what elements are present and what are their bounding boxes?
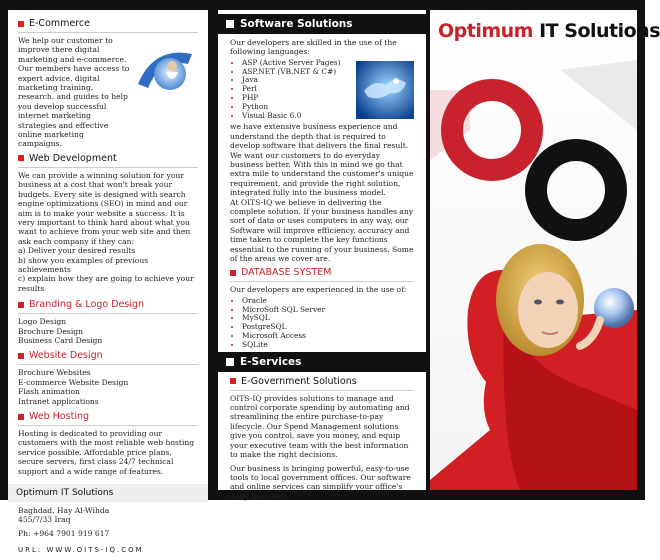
address-line: Baghdad, Hay Al-Wihda — [18, 506, 110, 516]
divider — [18, 313, 198, 314]
brand-dark: IT Solutions — [539, 20, 660, 42]
globe-woman-image — [134, 36, 198, 106]
database-item: • MicroSoft SQL Server — [242, 306, 414, 315]
database-item: • Oracle — [242, 297, 414, 306]
middle-panel — [218, 10, 426, 501]
software-text: At OITS-IQ we believe in delivering the complete solution. If your business handles any sort of data or uses computers in any way, our Software will improve efficiency, accuracy and time taken to complete the key functions essential to the running of your business. Some of the areas we cover are. — [230, 197, 414, 264]
language-item: • Java — [242, 76, 356, 85]
software-intro: Our developers are skilled in the use of the following languages: — [230, 38, 397, 57]
divider — [18, 32, 198, 33]
database-list — [230, 297, 414, 350]
website-item: Brochure Websites — [18, 368, 91, 378]
language-item: • Python — [242, 103, 356, 112]
cover-graphic — [430, 10, 637, 490]
company-name: Optimum IT Solutions — [16, 488, 114, 499]
website-url[interactable]: URL: WWW.OITS-IQ.COM — [18, 546, 144, 555]
bullet-icon — [18, 302, 24, 308]
bullet-icon — [18, 21, 24, 27]
divider — [230, 281, 414, 282]
software-header: Software Solutions — [218, 14, 426, 34]
egov-heading: E-Government Solutions — [230, 376, 414, 387]
left-panel — [8, 10, 208, 555]
language-item: • ASP (Active Server Pages) — [242, 59, 356, 68]
webdev-heading: Web Development — [18, 153, 198, 164]
bullet-icon — [230, 270, 236, 276]
bullet-icon — [18, 353, 24, 359]
webdev-point: c) explain how they are going to achieve your results — [18, 274, 194, 293]
website-item: Intranet applications — [18, 396, 99, 406]
webdev-text: We can provide a winning solution for your business at a cost that won't break your budgets. Every site is designed with search engine optimizations (SEO) in mind and our aim is to make your website a success. It is very important to think hard about what you want to achieve from your web site and then ask each company if they can: — [18, 170, 191, 246]
database-intro: Our developers are experienced in the use of: — [230, 285, 407, 295]
website-item: E-commerce Website Design — [18, 377, 129, 387]
eservices-text: OITS-IQ provides solutions to manage and control corporate spending by automating and streamlining the entire purchase-to-pay lifecycle. Our Spend Management solutions give you control, save you money, and equip your executive team with the best information to make the right decisions. — [230, 393, 410, 460]
bullet-icon — [18, 155, 24, 161]
address-block — [8, 484, 208, 502]
webdev-point: a) Deliver your desired results — [18, 246, 136, 256]
bullet-icon — [230, 378, 236, 384]
language-item: • Perl — [242, 85, 356, 94]
ecommerce-text: We help our customer to improve there digital marketing and e-commerce. Our members have access to expert advice, digital marketing training, research, and guides to help you develop successful internet marketing strategies and effective online marketing campaigns. — [18, 36, 130, 149]
language-item: • PHP — [242, 94, 356, 103]
webdev-point: b) show you examples of previous achievements — [18, 255, 149, 274]
language-list — [230, 59, 356, 121]
database-item: • Microsoft Access — [242, 332, 414, 341]
address-line: 455/7/33 Iraq — [18, 515, 71, 525]
hosting-heading: Web Hosting — [18, 411, 198, 422]
branding-item: Brochure Design — [18, 326, 84, 336]
ecommerce-heading: E-Commerce — [18, 18, 198, 29]
brand-red: Optimum — [438, 20, 533, 42]
website-item: Flash animation — [18, 387, 80, 397]
language-item: • Visual Basic 6.0 — [242, 112, 356, 121]
phone-number: Ph: +964 7901 919 617 — [18, 528, 110, 538]
eservices-text: Our business is bringing powerful, easy-to-use tools to local government offices. Our software and online services can simplify your office's daily business. — [230, 463, 411, 501]
bullet-icon — [18, 414, 24, 420]
divider — [18, 425, 198, 426]
language-item: • ASP.NET (VB.NET & C#) — [242, 68, 356, 77]
branding-heading: Branding & Logo Design — [18, 299, 198, 310]
software-text: we have extensive business experience and understand the depth that is required to develop software that delivers the final result. We want our customers to do everyday business better. With this in mind we go that extra mile to understand the customer's unique requirement, and provide the right solution, integrated fully into the business model. — [230, 122, 414, 198]
cover-panel — [430, 10, 660, 490]
square-icon — [226, 20, 234, 28]
divider — [18, 167, 198, 168]
branding-item: Logo Design — [18, 317, 67, 327]
fold-divider — [208, 10, 216, 490]
database-item: • MySQL — [242, 314, 414, 323]
square-icon — [226, 358, 234, 366]
eservices-header: E-Services — [218, 352, 426, 372]
divider — [230, 390, 414, 391]
database-heading: DATABASE SYSTEM — [230, 267, 414, 278]
divider — [18, 364, 198, 365]
hosting-text: Hosting is dedicated to providing our customers with the most reliable web hosting service possible. Affordable price plans, secure servers, first class 24/7 technical support and a wide range of features. — [18, 429, 195, 476]
brand-title — [438, 20, 660, 42]
website-heading: Website Design — [18, 350, 198, 361]
database-item: • SQLite — [242, 341, 414, 350]
world-map-image — [356, 61, 414, 119]
database-item: • PostgreSQL — [242, 323, 414, 332]
branding-item: Business Card Design — [18, 335, 103, 345]
